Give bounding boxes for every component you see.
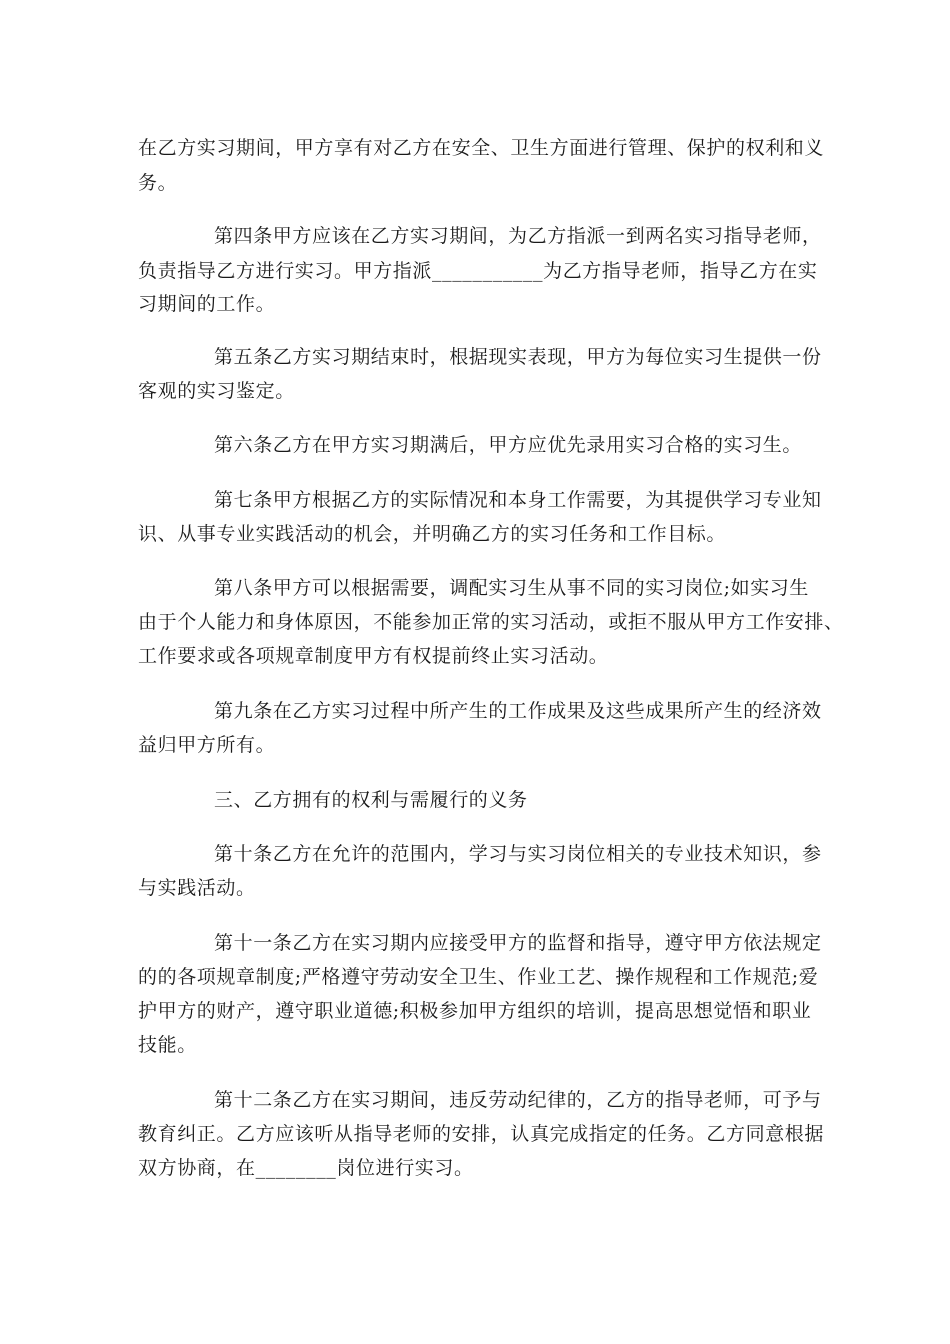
text-line: 教育纠正。乙方应该听从指导老师的安排，认真完成指定的任务。乙方同意根据	[138, 1123, 825, 1145]
text-line: 负责指导乙方进行实习。甲方指派___________为乙方指导老师，指导乙方在实	[138, 260, 818, 282]
text-line: 技能。	[138, 1034, 197, 1056]
text-line: 益归甲方所有。	[138, 734, 276, 756]
text-line: 第十条乙方在允许的范围内，学习与实习岗位相关的专业技术知识，参	[214, 843, 822, 865]
text-line: 识、从事专业实践活动的机会，并明确乙方的实习任务和工作目标。	[138, 523, 727, 545]
text-line: 第九条在乙方实习过程中所产生的工作成果及这些成果所产生的经济效	[214, 700, 822, 722]
text-line: 护甲方的财产，遵守职业道德;积极参加甲方组织的培训，提高思想觉悟和职业	[138, 1000, 812, 1022]
text-line: 第八条甲方可以根据需要，调配实习生从事不同的实习岗位;如实习生	[214, 577, 810, 599]
text-line: 在乙方实习期间，甲方享有对乙方在安全、卫生方面进行管理、保护的权利和义	[138, 137, 825, 159]
text-line: 双方协商，在________岗位进行实习。	[138, 1157, 474, 1179]
text-line: 与实践活动。	[138, 877, 256, 899]
text-line: 的的各项规章制度;严格遵守劳动安全卫生、作业工艺、操作规程和工作规范;爱	[138, 966, 819, 988]
text-line: 第五条乙方实习期结束时，根据现实表现，甲方为每位实习生提供一份	[214, 346, 822, 368]
text-line: 务。	[138, 172, 178, 194]
text-line: 第六条乙方在甲方实习期满后，甲方应优先录用实习合格的实习生。	[214, 434, 803, 456]
text-line: 第十二条乙方在实习期间，违反劳动纪律的，乙方的指导老师，可予与	[214, 1089, 822, 1111]
text-line: 第七条甲方根据乙方的实际情况和本身工作需要，为其提供学习专业知	[214, 489, 822, 511]
text-line: 工作要求或各项规章制度甲方有权提前终止实习活动。	[138, 645, 609, 667]
text-line: 第四条甲方应该在乙方实习期间，为乙方指派一到两名实习指导老师，	[214, 225, 822, 247]
text-line: 习期间的工作。	[138, 293, 276, 315]
text-line: 由于个人能力和身体原因，不能参加正常的实习活动，或拒不服从甲方工作安排、	[138, 611, 844, 633]
text-line: 客观的实习鉴定。	[138, 380, 295, 402]
text-line: 第十一条乙方在实习期内应接受甲方的监督和指导，遵守甲方依法规定	[214, 932, 822, 954]
section-heading: 三、乙方拥有的权利与需履行的义务	[214, 789, 528, 811]
